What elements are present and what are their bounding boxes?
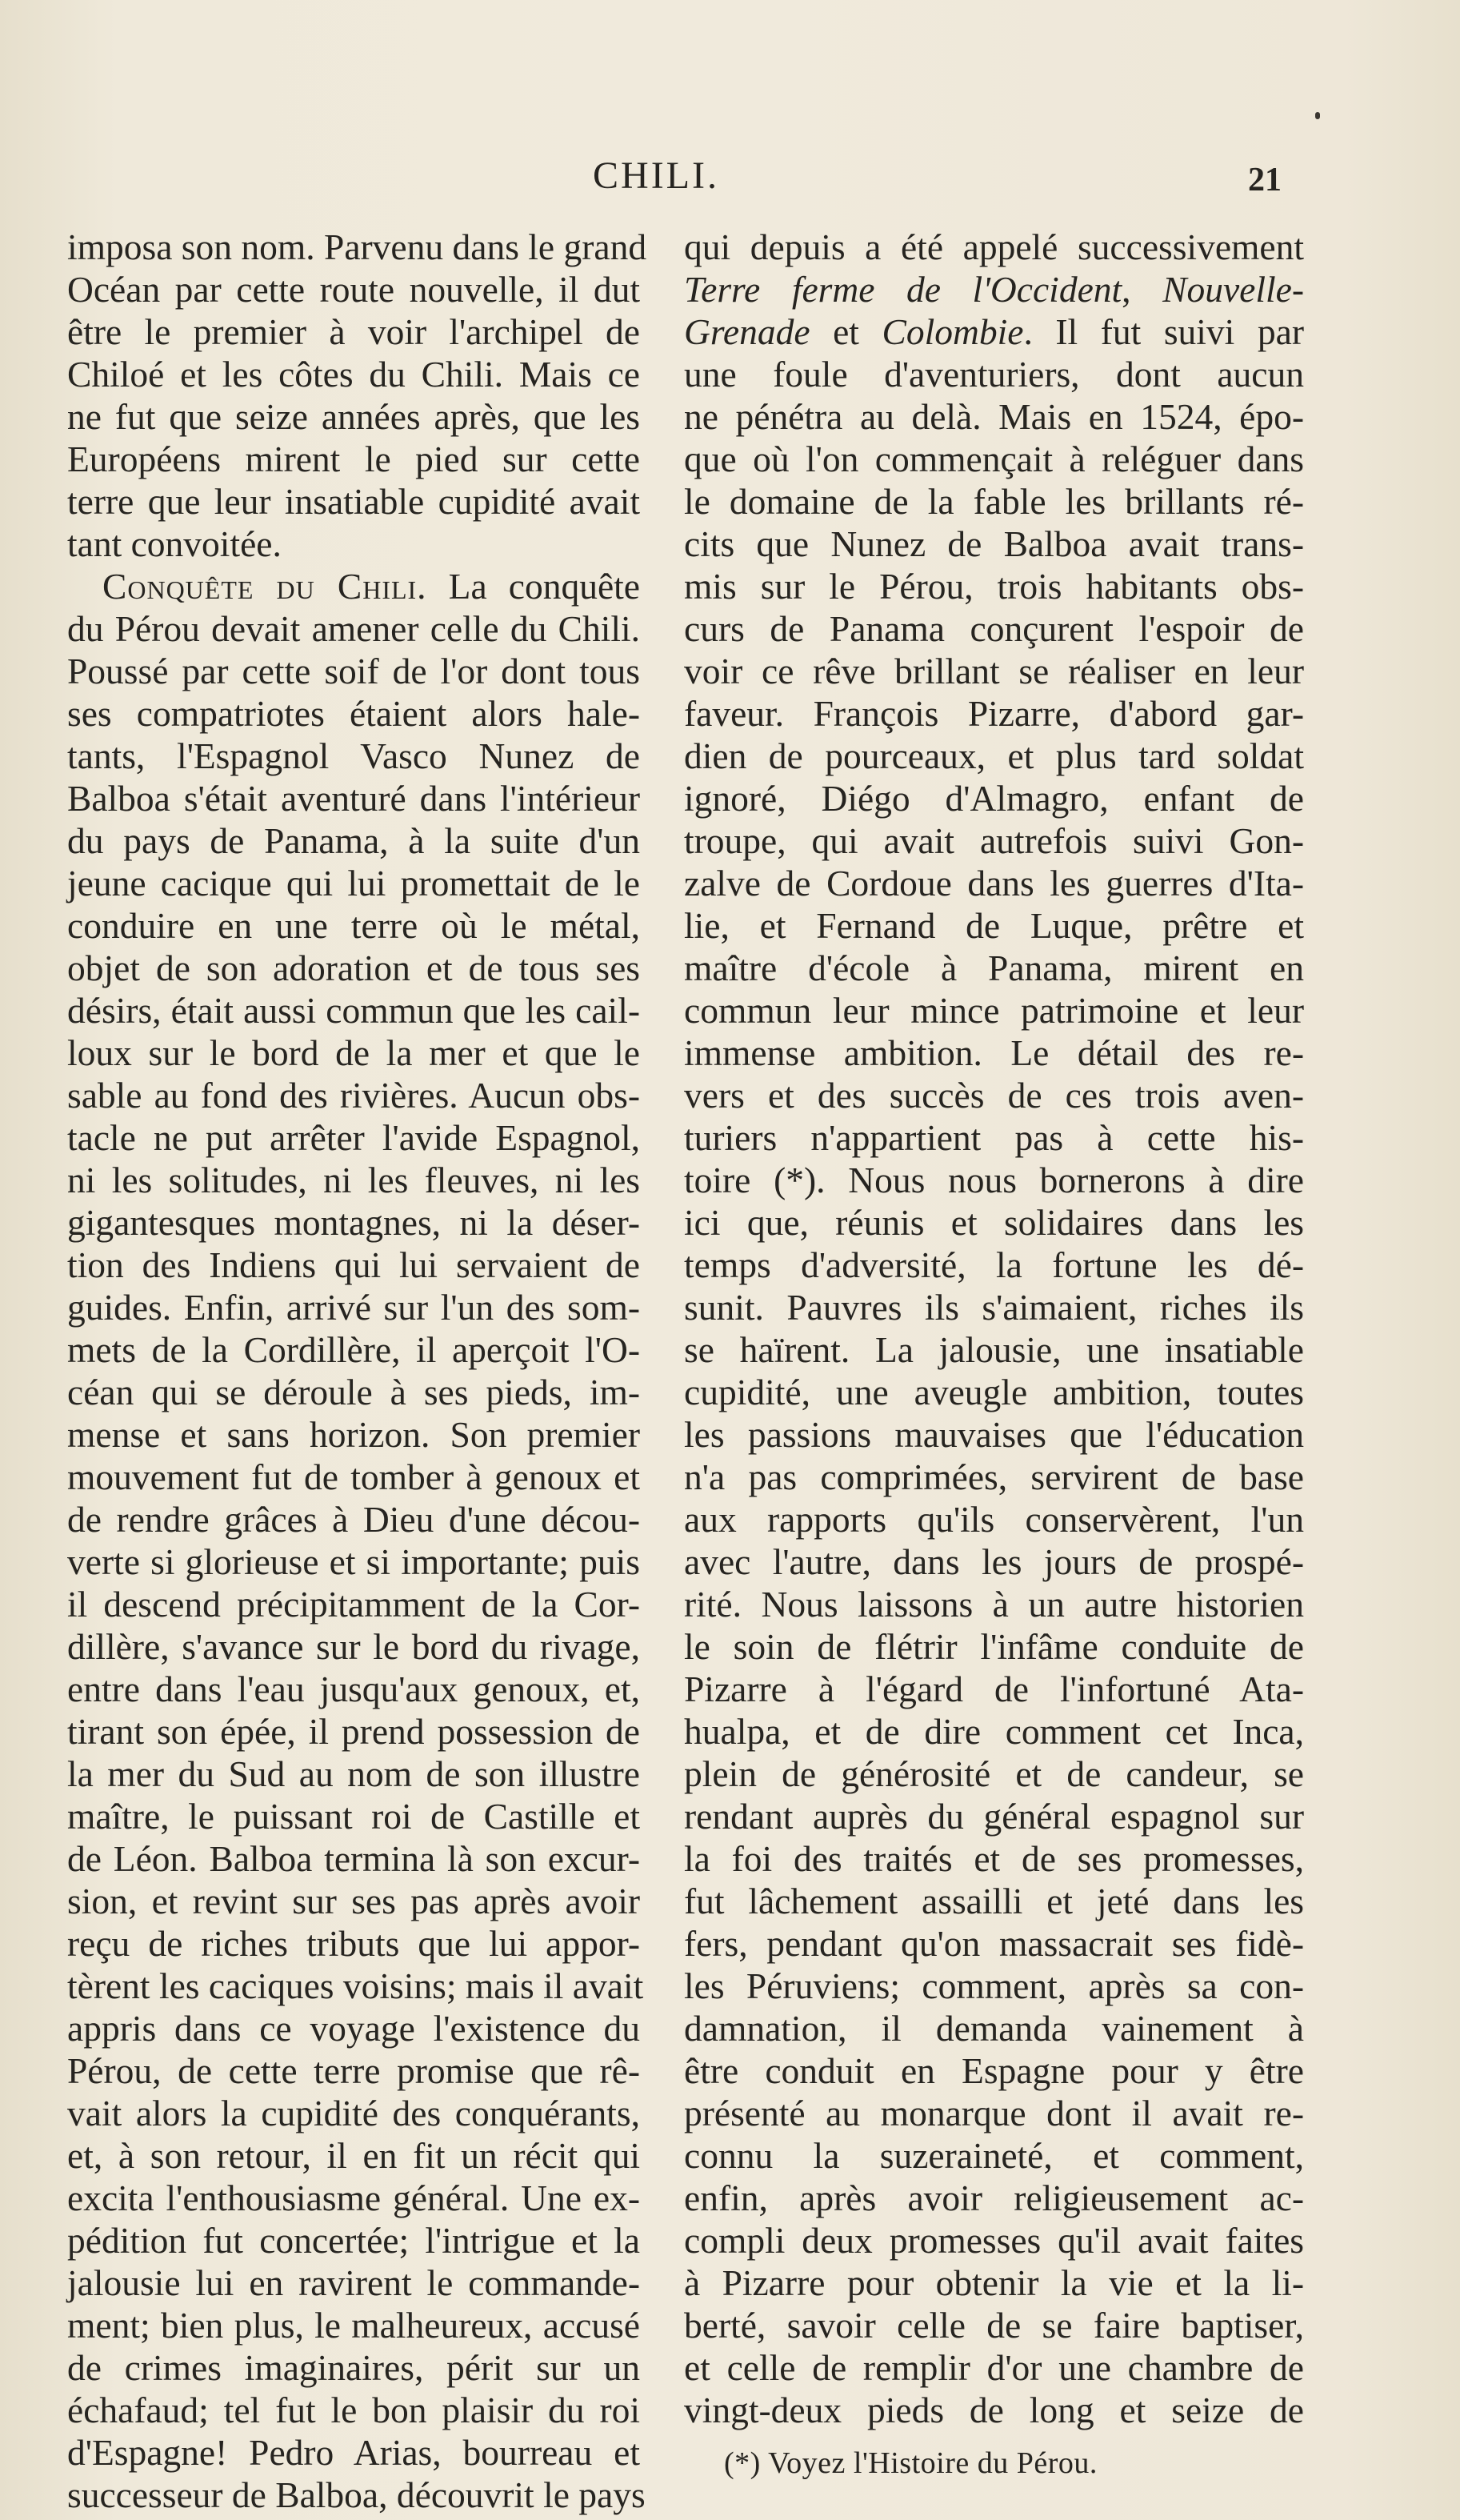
text-line: zalve de Cordoue dans les guerres d'Ita- — [684, 863, 1304, 903]
text-line: mets de la Cordillère, il aperçoit l'O- — [67, 1329, 640, 1370]
text-fragment: . Il fut suivi par — [1023, 311, 1304, 352]
text-line: ne pénétra au delà. Mais en 1524, épo- — [684, 396, 1304, 437]
text-line: lie, et Fernand de Luque, prêtre et — [684, 905, 1304, 946]
text-line: du Pérou devait amener celle du Chili. — [67, 608, 640, 649]
text-line: damnation, il demanda vainement à — [684, 2008, 1304, 2049]
text-line: mouvement fut de tomber à genoux et — [67, 1456, 640, 1497]
text-line: pédition fut concertée; l'intrigue et la — [67, 2220, 640, 2261]
page-number: 21 — [1248, 162, 1282, 198]
text-line: céan qui se déroule à ses pieds, im- — [67, 1372, 640, 1412]
text-line: curs de Panama conçurent l'espoir de — [684, 608, 1304, 649]
ink-speck — [1315, 112, 1320, 119]
text-line: loux sur le bord de la mer et que le — [67, 1032, 640, 1073]
italic-place-name: Nouvelle- — [1162, 269, 1304, 310]
text-line: la mer du Sud au nom de son illustre — [67, 1753, 640, 1794]
text-line: vingt-deux pieds de long et seize de — [684, 2390, 1304, 2430]
text-line: cits que Nunez de Balboa avait trans- — [684, 523, 1304, 564]
text-line: tèrent les caciques voisins; mais il avait — [67, 1965, 644, 2006]
text-fragment: La conquête — [448, 566, 640, 607]
text-line: vers et des succès de ces trois aven- — [684, 1075, 1304, 1116]
text-line: immense ambition. Le détail des re- — [684, 1032, 1304, 1073]
text-line: plein de générosité et de candeur, se — [684, 1753, 1304, 1794]
text-line: d'Espagne! Pedro Arias, bourreau et — [67, 2432, 640, 2473]
text-line: les Péruviens; comment, après sa con- — [684, 1965, 1304, 2006]
text-line: tant convoitée. — [67, 523, 282, 564]
text-line-with-italics — [684, 310, 1304, 353]
text-line: hualpa, et de dire comment cet Inca, — [684, 1711, 1304, 1752]
text-line: voir ce rêve brillant se réaliser en leur — [684, 651, 1304, 691]
footnote: (*) Voyez l'Histoire du Pérou. — [724, 2446, 1098, 2480]
text-line: sable au fond des rivières. Aucun obs- — [67, 1075, 640, 1116]
text-line: du pays de Panama, à la suite d'un — [67, 820, 640, 861]
text-line: mense et sans horizon. Son premier — [67, 1414, 640, 1455]
text-line: successeur de Balboa, découvrit le pays — [67, 2474, 646, 2515]
text-line: troupe, qui avait autrefois suivi Gon- — [684, 820, 1304, 861]
text-line: Balboa s'était aventuré dans l'intérieur — [67, 778, 640, 819]
text-line: que où l'on commençait à reléguer dans — [684, 439, 1304, 479]
text-line: terre que leur insatiable cupidité avait — [67, 481, 640, 522]
text-line: jeune cacique qui lui promettait de le — [67, 863, 640, 903]
text-line: le domaine de la fable les brillants ré- — [684, 481, 1304, 522]
left-column — [67, 226, 647, 2516]
running-header-title: CHILI. — [593, 154, 719, 197]
italic-place-name: Terre ferme de l'Occident — [684, 269, 1122, 310]
text-line-with-italics — [684, 268, 1304, 310]
text-line: Océan par cette route nouvelle, il dut — [67, 269, 640, 310]
text-line: maître d'école à Panama, mirent en — [684, 948, 1304, 988]
text-line: avec l'autre, dans les jours de prospé- — [684, 1541, 1304, 1582]
text-line: qui depuis a été appelé successivement — [684, 226, 1304, 267]
text-line: tion des Indiens qui lui servaient de — [67, 1244, 640, 1285]
text-line: échafaud; tel fut le bon plaisir du roi — [67, 2390, 640, 2430]
text-line: et, à son retour, il en fit un récit qui — [67, 2135, 640, 2176]
text-line: tirant son épée, il prend possession de — [67, 1711, 640, 1752]
italic-place-name: Colombie — [882, 311, 1024, 352]
text-line: ignoré, Diégo d'Almagro, enfant de — [684, 778, 1304, 819]
text-line: n'a pas comprimées, servirent de base — [684, 1456, 1304, 1497]
right-column — [684, 226, 1304, 2431]
text-line: tacle ne put arrêter l'avide Espagnol, — [67, 1117, 640, 1158]
text-line: rendant auprès du général espagnol sur — [684, 1796, 1304, 1837]
text-line: jalousie lui en ravirent le commande- — [67, 2262, 640, 2303]
text-line: cupidité, une aveugle ambition, toutes — [684, 1372, 1304, 1412]
text-line: Européens mirent le pied sur cette — [67, 439, 640, 479]
text-line: ici que, réunis et solidaires dans les — [684, 1202, 1304, 1243]
text-line: excita l'enthousiasme général. Une ex- — [67, 2177, 640, 2218]
text-line: fers, pendant qu'on massacrait ses fidè- — [684, 1923, 1304, 1964]
italic-place-name: Grenade — [684, 311, 810, 352]
text-line: et celle de remplir d'or une chambre de — [684, 2347, 1304, 2388]
text-line: ne fut que seize années après, que les — [67, 396, 640, 437]
text-line: dien de pourceaux, et plus tard soldat — [684, 735, 1304, 776]
text-line: fut lâchement assailli et jeté dans les — [684, 1881, 1304, 1921]
text-line: le soin de flétrir l'infâme conduite de — [684, 1626, 1304, 1667]
text-line: berté, savoir celle de se faire baptiser, — [684, 2305, 1304, 2346]
text-line: Chiloé et les côtes du Chili. Mais ce — [67, 354, 640, 395]
text-line: gigantesques montagnes, ni la déser- — [67, 1202, 640, 1243]
text-line: compli deux promesses qu'il avait faites — [684, 2220, 1304, 2261]
text-line: reçu de riches tributs que lui appor- — [67, 1923, 640, 1964]
text-line: conduire en une terre où le métal, — [67, 905, 640, 946]
text-line: à Pizarre pour obtenir la vie et la li- — [684, 2262, 1304, 2303]
text-line: la foi des traités et de ses promesses, — [684, 1838, 1304, 1879]
text-line: Pizarre à l'égard de l'infortuné Ata- — [684, 1669, 1304, 1709]
text-line: dillère, s'avance sur le bord du rivage, — [67, 1626, 640, 1667]
text-line: guides. Enfin, arrivé sur l'un des som- — [67, 1287, 640, 1328]
text-line: être le premier à voir l'archipel de — [67, 311, 640, 352]
text-line: imposa son nom. Parvenu dans le grand — [67, 226, 647, 267]
text-line: faveur. François Pizarre, d'abord gar- — [684, 693, 1304, 734]
text-line: connu la suzeraineté, et comment, — [684, 2135, 1304, 2176]
text-line: verte si glorieuse et si importante; puis — [67, 1541, 640, 1582]
text-fragment: et — [810, 311, 882, 352]
text-line: Poussé par cette soif de l'or dont tous — [67, 651, 640, 691]
text-line: objet de son adoration et de tous ses — [67, 948, 640, 988]
text-line: turiers n'appartient pas à cette his- — [684, 1117, 1304, 1158]
text-line: de crimes imaginaires, périt sur un — [67, 2347, 640, 2388]
text-line: maître, le puissant roi de Castille et — [67, 1796, 640, 1837]
text-line: mis sur le Pérou, trois habitants obs- — [684, 566, 1304, 607]
text-line: ses compatriotes étaient alors hale- — [67, 693, 640, 734]
text-line: ni les solitudes, ni les fleuves, ni les — [67, 1160, 640, 1200]
text-line: commun leur mince patrimoine et leur — [684, 990, 1304, 1031]
text-line: il descend précipitamment de la Cor- — [67, 1584, 640, 1625]
text-line: aux rapports qu'ils conservèrent, l'un — [684, 1499, 1304, 1540]
text-line: de rendre grâces à Dieu d'une décou- — [67, 1499, 640, 1540]
text-line: sion, et revint sur ses pas après avoir — [67, 1881, 640, 1921]
text-line: vait alors la cupidité des conquérants, — [67, 2093, 640, 2133]
text-line: sunit. Pauvres ils s'aimaient, riches ils — [684, 1287, 1304, 1328]
text-line: désirs, était aussi commun que les cail- — [67, 990, 640, 1031]
text-line: une foule d'aventuriers, dont aucun — [684, 354, 1304, 395]
text-line: de Léon. Balboa termina là son excur- — [67, 1838, 640, 1879]
text-line: ment; bien plus, le malheureux, accusé — [67, 2305, 640, 2346]
text-line: Pérou, de cette terre promise que rê- — [67, 2050, 640, 2091]
text-line: toire (*). Nous nous bornerons à dire — [684, 1160, 1304, 1200]
text-fragment: , — [1122, 269, 1163, 310]
text-line: les passions mauvaises que l'éducation — [684, 1414, 1304, 1455]
text-line: temps d'adversité, la fortune les dé- — [684, 1244, 1304, 1285]
text-line: se haïrent. La jalousie, une insatiable — [684, 1329, 1304, 1370]
text-line: enfin, après avoir religieusement ac- — [684, 2177, 1304, 2218]
section-heading-line — [67, 565, 640, 607]
section-heading: Conquête du Chili. — [102, 566, 427, 607]
text-line: rité. Nous laissons à un autre historien — [684, 1584, 1304, 1625]
text-line: être conduit en Espagne pour y être — [684, 2050, 1304, 2091]
text-line: entre dans l'eau jusqu'aux genoux, et, — [67, 1669, 640, 1709]
text-line: appris dans ce voyage l'existence du — [67, 2008, 640, 2049]
text-line: présenté au monarque dont il avait re- — [684, 2093, 1304, 2133]
text-line: tants, l'Espagnol Vasco Nunez de — [67, 735, 640, 776]
